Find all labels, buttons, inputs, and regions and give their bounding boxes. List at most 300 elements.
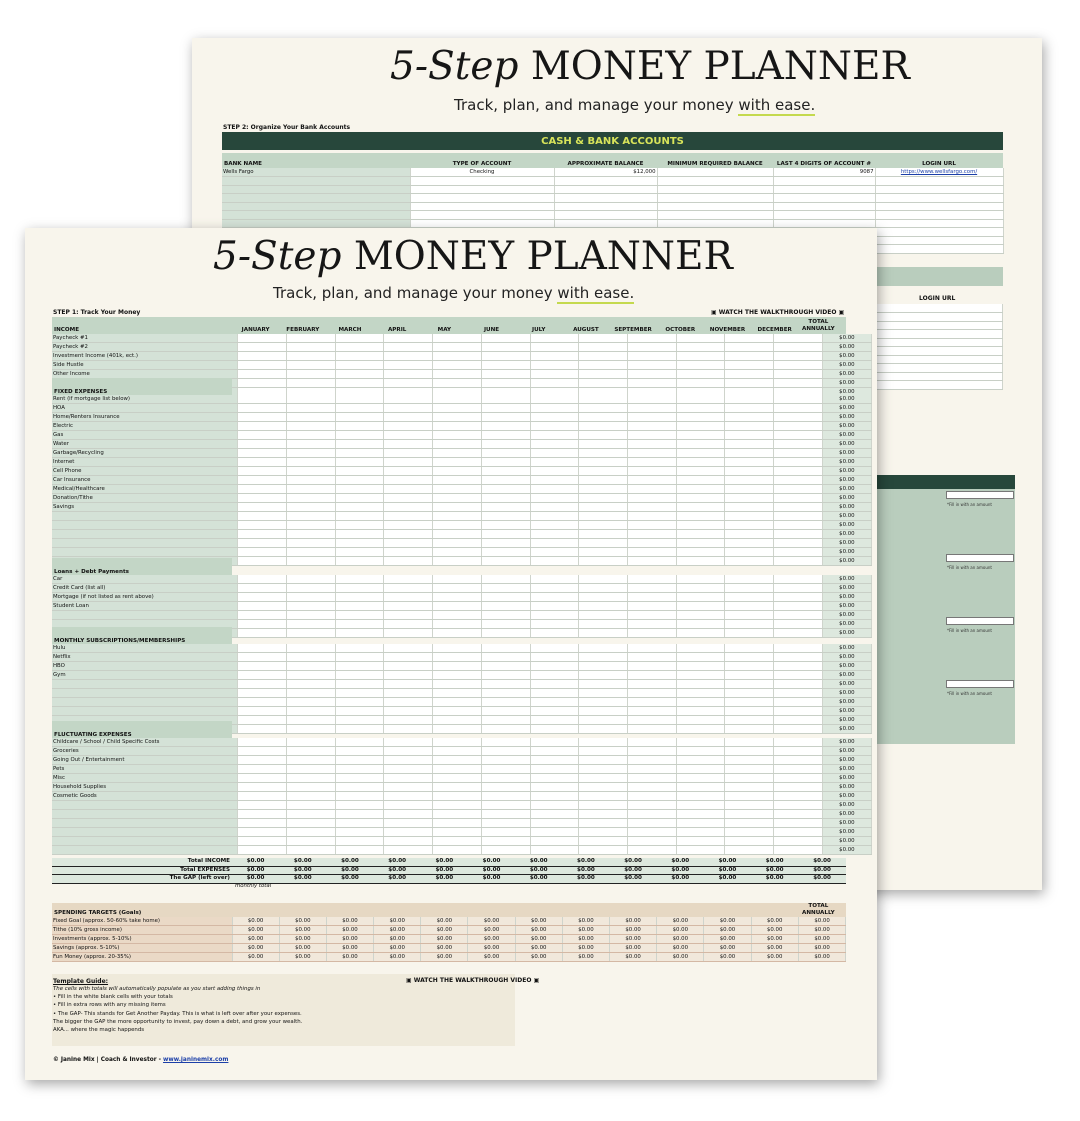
footer-website-link[interactable]: www.janinemix.com bbox=[163, 1057, 229, 1063]
month-cell[interactable] bbox=[725, 593, 774, 602]
month-cell[interactable] bbox=[774, 774, 823, 783]
month-cell[interactable] bbox=[238, 379, 287, 388]
month-cell[interactable] bbox=[676, 644, 725, 653]
month-cell[interactable] bbox=[238, 593, 287, 602]
month-cell[interactable] bbox=[530, 801, 579, 810]
month-cell[interactable] bbox=[530, 819, 579, 828]
month-cell[interactable] bbox=[725, 512, 774, 521]
month-cell[interactable] bbox=[676, 548, 725, 557]
month-cell[interactable] bbox=[238, 343, 287, 352]
month-cell[interactable] bbox=[335, 476, 384, 485]
month-cell[interactable] bbox=[774, 503, 823, 512]
month-cell[interactable] bbox=[287, 629, 336, 638]
target-value[interactable]: $0.00 bbox=[421, 944, 468, 953]
month-cell[interactable] bbox=[384, 575, 433, 584]
bank2-cell[interactable] bbox=[874, 347, 1003, 356]
month-cell[interactable] bbox=[774, 747, 823, 756]
month-cell[interactable] bbox=[530, 828, 579, 837]
bank-cell[interactable] bbox=[410, 194, 554, 203]
month-cell[interactable] bbox=[530, 449, 579, 458]
target-value[interactable]: $0.00 bbox=[515, 953, 562, 962]
target-value[interactable]: $0.00 bbox=[374, 926, 421, 935]
month-cell[interactable] bbox=[433, 828, 482, 837]
month-cell[interactable] bbox=[433, 801, 482, 810]
month-cell[interactable] bbox=[627, 395, 676, 404]
month-cell[interactable] bbox=[433, 361, 482, 370]
month-cell[interactable] bbox=[530, 476, 579, 485]
bank-cell[interactable] bbox=[222, 177, 410, 186]
month-cell[interactable] bbox=[774, 644, 823, 653]
month-cell[interactable] bbox=[627, 512, 676, 521]
month-cell[interactable] bbox=[725, 653, 774, 662]
month-cell[interactable] bbox=[725, 837, 774, 846]
month-cell[interactable] bbox=[676, 801, 725, 810]
month-cell[interactable] bbox=[774, 783, 823, 792]
amount-input-3[interactable] bbox=[946, 617, 1014, 625]
month-cell[interactable] bbox=[627, 620, 676, 629]
target-value[interactable]: $0.00 bbox=[751, 926, 798, 935]
month-cell[interactable] bbox=[676, 467, 725, 476]
month-cell[interactable] bbox=[287, 494, 336, 503]
month-cell[interactable] bbox=[627, 837, 676, 846]
month-cell[interactable] bbox=[433, 539, 482, 548]
month-cell[interactable] bbox=[725, 620, 774, 629]
month-cell[interactable] bbox=[433, 792, 482, 801]
month-cell[interactable] bbox=[627, 494, 676, 503]
month-cell[interactable] bbox=[384, 837, 433, 846]
month-cell[interactable] bbox=[481, 395, 530, 404]
month-cell[interactable] bbox=[335, 644, 384, 653]
month-cell[interactable] bbox=[238, 413, 287, 422]
month-cell[interactable] bbox=[384, 653, 433, 662]
month-cell[interactable] bbox=[481, 828, 530, 837]
month-cell[interactable] bbox=[433, 494, 482, 503]
month-cell[interactable] bbox=[676, 440, 725, 449]
month-cell[interactable] bbox=[238, 792, 287, 801]
bank-cell[interactable] bbox=[222, 202, 410, 211]
month-cell[interactable] bbox=[335, 512, 384, 521]
month-cell[interactable] bbox=[725, 810, 774, 819]
month-cell[interactable] bbox=[774, 756, 823, 765]
month-cell[interactable] bbox=[774, 521, 823, 530]
month-cell[interactable] bbox=[627, 539, 676, 548]
month-cell[interactable] bbox=[238, 521, 287, 530]
month-cell[interactable] bbox=[774, 680, 823, 689]
month-cell[interactable] bbox=[579, 467, 628, 476]
month-cell[interactable] bbox=[335, 521, 384, 530]
bank-cell[interactable]: 9087 bbox=[773, 168, 875, 177]
target-value[interactable]: $0.00 bbox=[610, 953, 657, 962]
month-cell[interactable] bbox=[627, 343, 676, 352]
month-cell[interactable] bbox=[335, 716, 384, 725]
month-cell[interactable] bbox=[287, 422, 336, 431]
month-cell[interactable] bbox=[287, 756, 336, 765]
month-cell[interactable] bbox=[579, 485, 628, 494]
month-cell[interactable] bbox=[287, 671, 336, 680]
month-cell[interactable] bbox=[627, 698, 676, 707]
month-cell[interactable] bbox=[481, 611, 530, 620]
month-cell[interactable] bbox=[481, 379, 530, 388]
month-cell[interactable] bbox=[627, 370, 676, 379]
month-cell[interactable] bbox=[287, 846, 336, 855]
bank-cell[interactable] bbox=[657, 185, 773, 194]
month-cell[interactable] bbox=[627, 725, 676, 734]
month-cell[interactable] bbox=[676, 494, 725, 503]
month-cell[interactable] bbox=[481, 671, 530, 680]
month-cell[interactable] bbox=[774, 653, 823, 662]
month-cell[interactable] bbox=[384, 539, 433, 548]
month-cell[interactable] bbox=[335, 431, 384, 440]
month-cell[interactable] bbox=[238, 503, 287, 512]
month-cell[interactable] bbox=[384, 756, 433, 765]
month-cell[interactable] bbox=[238, 602, 287, 611]
month-cell[interactable] bbox=[774, 449, 823, 458]
target-value[interactable]: $0.00 bbox=[279, 953, 326, 962]
month-cell[interactable] bbox=[774, 530, 823, 539]
bank-cell[interactable] bbox=[410, 185, 554, 194]
month-cell[interactable] bbox=[384, 716, 433, 725]
month-cell[interactable] bbox=[530, 575, 579, 584]
month-cell[interactable] bbox=[579, 620, 628, 629]
month-cell[interactable] bbox=[384, 413, 433, 422]
month-cell[interactable] bbox=[287, 431, 336, 440]
month-cell[interactable] bbox=[725, 521, 774, 530]
month-cell[interactable] bbox=[481, 449, 530, 458]
month-cell[interactable] bbox=[481, 584, 530, 593]
month-cell[interactable] bbox=[579, 593, 628, 602]
month-cell[interactable] bbox=[287, 828, 336, 837]
month-cell[interactable] bbox=[335, 707, 384, 716]
month-cell[interactable] bbox=[579, 707, 628, 716]
month-cell[interactable] bbox=[335, 792, 384, 801]
month-cell[interactable] bbox=[433, 756, 482, 765]
month-cell[interactable] bbox=[579, 671, 628, 680]
month-cell[interactable] bbox=[774, 629, 823, 638]
month-cell[interactable] bbox=[335, 548, 384, 557]
month-cell[interactable] bbox=[725, 707, 774, 716]
month-cell[interactable] bbox=[287, 512, 336, 521]
month-cell[interactable] bbox=[287, 395, 336, 404]
month-cell[interactable] bbox=[287, 334, 336, 343]
month-cell[interactable] bbox=[676, 680, 725, 689]
month-cell[interactable] bbox=[384, 680, 433, 689]
month-cell[interactable] bbox=[384, 548, 433, 557]
month-cell[interactable] bbox=[287, 819, 336, 828]
month-cell[interactable] bbox=[530, 361, 579, 370]
month-cell[interactable] bbox=[481, 548, 530, 557]
month-cell[interactable] bbox=[676, 611, 725, 620]
month-cell[interactable] bbox=[238, 738, 287, 747]
month-cell[interactable] bbox=[627, 404, 676, 413]
month-cell[interactable] bbox=[725, 716, 774, 725]
month-cell[interactable] bbox=[433, 395, 482, 404]
month-cell[interactable] bbox=[530, 379, 579, 388]
month-cell[interactable] bbox=[676, 662, 725, 671]
month-cell[interactable] bbox=[287, 765, 336, 774]
month-cell[interactable] bbox=[530, 404, 579, 413]
month-cell[interactable] bbox=[676, 458, 725, 467]
month-cell[interactable] bbox=[530, 671, 579, 680]
month-cell[interactable] bbox=[725, 738, 774, 747]
month-cell[interactable] bbox=[384, 629, 433, 638]
month-cell[interactable] bbox=[335, 440, 384, 449]
month-cell[interactable] bbox=[335, 395, 384, 404]
month-cell[interactable] bbox=[579, 575, 628, 584]
target-value[interactable]: $0.00 bbox=[421, 953, 468, 962]
month-cell[interactable] bbox=[287, 602, 336, 611]
month-cell[interactable] bbox=[384, 747, 433, 756]
bank-cell[interactable] bbox=[773, 185, 875, 194]
month-cell[interactable] bbox=[530, 539, 579, 548]
month-cell[interactable] bbox=[433, 440, 482, 449]
month-cell[interactable] bbox=[627, 413, 676, 422]
month-cell[interactable] bbox=[238, 352, 287, 361]
month-cell[interactable] bbox=[335, 698, 384, 707]
month-cell[interactable] bbox=[433, 653, 482, 662]
month-cell[interactable] bbox=[238, 819, 287, 828]
month-cell[interactable] bbox=[579, 765, 628, 774]
month-cell[interactable] bbox=[481, 352, 530, 361]
target-value[interactable]: $0.00 bbox=[232, 926, 279, 935]
month-cell[interactable] bbox=[579, 738, 628, 747]
month-cell[interactable] bbox=[725, 774, 774, 783]
target-value[interactable]: $0.00 bbox=[657, 953, 704, 962]
month-cell[interactable] bbox=[481, 602, 530, 611]
month-cell[interactable] bbox=[530, 698, 579, 707]
month-cell[interactable] bbox=[676, 747, 725, 756]
month-cell[interactable] bbox=[433, 476, 482, 485]
month-cell[interactable] bbox=[725, 756, 774, 765]
month-cell[interactable] bbox=[481, 738, 530, 747]
month-cell[interactable] bbox=[335, 680, 384, 689]
month-cell[interactable] bbox=[530, 431, 579, 440]
month-cell[interactable] bbox=[384, 671, 433, 680]
month-cell[interactable] bbox=[287, 689, 336, 698]
month-cell[interactable] bbox=[287, 521, 336, 530]
month-cell[interactable] bbox=[774, 602, 823, 611]
month-cell[interactable] bbox=[287, 792, 336, 801]
month-cell[interactable] bbox=[433, 404, 482, 413]
month-cell[interactable] bbox=[579, 431, 628, 440]
month-cell[interactable] bbox=[530, 846, 579, 855]
month-cell[interactable] bbox=[579, 629, 628, 638]
month-cell[interactable] bbox=[579, 602, 628, 611]
month-cell[interactable] bbox=[287, 449, 336, 458]
month-cell[interactable] bbox=[676, 783, 725, 792]
month-cell[interactable] bbox=[725, 662, 774, 671]
month-cell[interactable] bbox=[676, 431, 725, 440]
bank2-cell[interactable] bbox=[874, 372, 1003, 381]
month-cell[interactable] bbox=[627, 653, 676, 662]
month-cell[interactable] bbox=[530, 422, 579, 431]
month-cell[interactable] bbox=[287, 476, 336, 485]
month-cell[interactable] bbox=[579, 521, 628, 530]
month-cell[interactable] bbox=[530, 458, 579, 467]
month-cell[interactable] bbox=[433, 485, 482, 494]
month-cell[interactable] bbox=[676, 846, 725, 855]
month-cell[interactable] bbox=[627, 431, 676, 440]
month-cell[interactable] bbox=[774, 801, 823, 810]
month-cell[interactable] bbox=[287, 352, 336, 361]
month-cell[interactable] bbox=[725, 370, 774, 379]
month-cell[interactable] bbox=[627, 680, 676, 689]
month-cell[interactable] bbox=[384, 644, 433, 653]
bank-cell[interactable] bbox=[222, 211, 410, 220]
month-cell[interactable] bbox=[774, 352, 823, 361]
month-cell[interactable] bbox=[774, 422, 823, 431]
month-cell[interactable] bbox=[725, 644, 774, 653]
month-cell[interactable] bbox=[384, 662, 433, 671]
month-cell[interactable] bbox=[287, 530, 336, 539]
month-cell[interactable] bbox=[725, 698, 774, 707]
month-cell[interactable] bbox=[287, 539, 336, 548]
month-cell[interactable] bbox=[579, 810, 628, 819]
target-value[interactable]: $0.00 bbox=[751, 953, 798, 962]
month-cell[interactable] bbox=[579, 476, 628, 485]
month-cell[interactable] bbox=[481, 653, 530, 662]
target-value[interactable]: $0.00 bbox=[232, 944, 279, 953]
month-cell[interactable] bbox=[481, 716, 530, 725]
month-cell[interactable] bbox=[725, 689, 774, 698]
bank-login-link[interactable]: https://www.wellsfargo.com/ bbox=[900, 169, 978, 175]
month-cell[interactable] bbox=[433, 575, 482, 584]
month-cell[interactable] bbox=[335, 539, 384, 548]
month-cell[interactable] bbox=[481, 810, 530, 819]
month-cell[interactable] bbox=[627, 449, 676, 458]
month-cell[interactable] bbox=[238, 431, 287, 440]
month-cell[interactable] bbox=[579, 458, 628, 467]
month-cell[interactable] bbox=[238, 620, 287, 629]
month-cell[interactable] bbox=[238, 440, 287, 449]
month-cell[interactable] bbox=[481, 774, 530, 783]
month-cell[interactable] bbox=[774, 334, 823, 343]
month-cell[interactable] bbox=[627, 819, 676, 828]
amount-input-4[interactable] bbox=[946, 680, 1014, 688]
month-cell[interactable] bbox=[676, 792, 725, 801]
month-cell[interactable] bbox=[676, 707, 725, 716]
month-cell[interactable] bbox=[676, 716, 725, 725]
month-cell[interactable] bbox=[725, 602, 774, 611]
month-cell[interactable] bbox=[774, 440, 823, 449]
month-cell[interactable] bbox=[725, 503, 774, 512]
bank-cell[interactable] bbox=[657, 194, 773, 203]
month-cell[interactable] bbox=[335, 810, 384, 819]
month-cell[interactable] bbox=[676, 765, 725, 774]
month-cell[interactable] bbox=[433, 629, 482, 638]
month-cell[interactable] bbox=[238, 458, 287, 467]
month-cell[interactable] bbox=[335, 783, 384, 792]
month-cell[interactable] bbox=[676, 620, 725, 629]
month-cell[interactable] bbox=[579, 557, 628, 566]
month-cell[interactable] bbox=[627, 801, 676, 810]
month-cell[interactable] bbox=[530, 756, 579, 765]
month-cell[interactable] bbox=[579, 440, 628, 449]
month-cell[interactable] bbox=[676, 738, 725, 747]
month-cell[interactable] bbox=[627, 716, 676, 725]
month-cell[interactable] bbox=[676, 819, 725, 828]
month-cell[interactable] bbox=[530, 503, 579, 512]
target-value[interactable]: $0.00 bbox=[468, 944, 515, 953]
month-cell[interactable] bbox=[530, 716, 579, 725]
month-cell[interactable] bbox=[433, 644, 482, 653]
month-cell[interactable] bbox=[287, 774, 336, 783]
bank-cell[interactable] bbox=[410, 177, 554, 186]
month-cell[interactable] bbox=[335, 361, 384, 370]
month-cell[interactable] bbox=[238, 689, 287, 698]
month-cell[interactable] bbox=[433, 707, 482, 716]
month-cell[interactable] bbox=[335, 629, 384, 638]
target-value[interactable]: $0.00 bbox=[374, 935, 421, 944]
month-cell[interactable] bbox=[579, 343, 628, 352]
month-cell[interactable] bbox=[579, 846, 628, 855]
month-cell[interactable] bbox=[433, 716, 482, 725]
month-cell[interactable] bbox=[725, 584, 774, 593]
month-cell[interactable] bbox=[481, 801, 530, 810]
bank-cell[interactable] bbox=[875, 202, 1003, 211]
target-value[interactable]: $0.00 bbox=[326, 935, 373, 944]
bank-cell[interactable] bbox=[657, 219, 773, 228]
month-cell[interactable] bbox=[530, 521, 579, 530]
target-value[interactable]: $0.00 bbox=[374, 917, 421, 926]
month-cell[interactable] bbox=[725, 343, 774, 352]
month-cell[interactable] bbox=[627, 792, 676, 801]
month-cell[interactable] bbox=[627, 602, 676, 611]
month-cell[interactable] bbox=[627, 557, 676, 566]
month-cell[interactable] bbox=[287, 361, 336, 370]
bank2-cell[interactable] bbox=[874, 338, 1003, 347]
month-cell[interactable] bbox=[238, 539, 287, 548]
month-cell[interactable] bbox=[287, 662, 336, 671]
target-value[interactable]: $0.00 bbox=[657, 926, 704, 935]
month-cell[interactable] bbox=[433, 530, 482, 539]
month-cell[interactable] bbox=[287, 716, 336, 725]
month-cell[interactable] bbox=[530, 765, 579, 774]
month-cell[interactable] bbox=[579, 792, 628, 801]
month-cell[interactable] bbox=[287, 584, 336, 593]
month-cell[interactable] bbox=[433, 738, 482, 747]
month-cell[interactable] bbox=[433, 765, 482, 774]
month-cell[interactable] bbox=[579, 584, 628, 593]
month-cell[interactable] bbox=[579, 395, 628, 404]
month-cell[interactable] bbox=[481, 783, 530, 792]
target-value[interactable]: $0.00 bbox=[326, 953, 373, 962]
month-cell[interactable] bbox=[481, 343, 530, 352]
amount-input-2[interactable] bbox=[946, 554, 1014, 562]
month-cell[interactable] bbox=[579, 801, 628, 810]
month-cell[interactable] bbox=[530, 810, 579, 819]
month-cell[interactable] bbox=[627, 379, 676, 388]
month-cell[interactable] bbox=[238, 494, 287, 503]
month-cell[interactable] bbox=[335, 370, 384, 379]
month-cell[interactable] bbox=[774, 485, 823, 494]
month-cell[interactable] bbox=[579, 352, 628, 361]
month-cell[interactable] bbox=[335, 584, 384, 593]
month-cell[interactable] bbox=[287, 467, 336, 476]
month-cell[interactable] bbox=[335, 352, 384, 361]
month-cell[interactable] bbox=[481, 593, 530, 602]
month-cell[interactable] bbox=[238, 485, 287, 494]
month-cell[interactable] bbox=[530, 584, 579, 593]
month-cell[interactable] bbox=[579, 774, 628, 783]
month-cell[interactable] bbox=[579, 548, 628, 557]
month-cell[interactable] bbox=[530, 792, 579, 801]
month-cell[interactable] bbox=[335, 662, 384, 671]
month-cell[interactable] bbox=[530, 593, 579, 602]
month-cell[interactable] bbox=[238, 783, 287, 792]
month-cell[interactable] bbox=[676, 413, 725, 422]
month-cell[interactable] bbox=[481, 689, 530, 698]
bank2-cell[interactable] bbox=[874, 381, 1003, 390]
